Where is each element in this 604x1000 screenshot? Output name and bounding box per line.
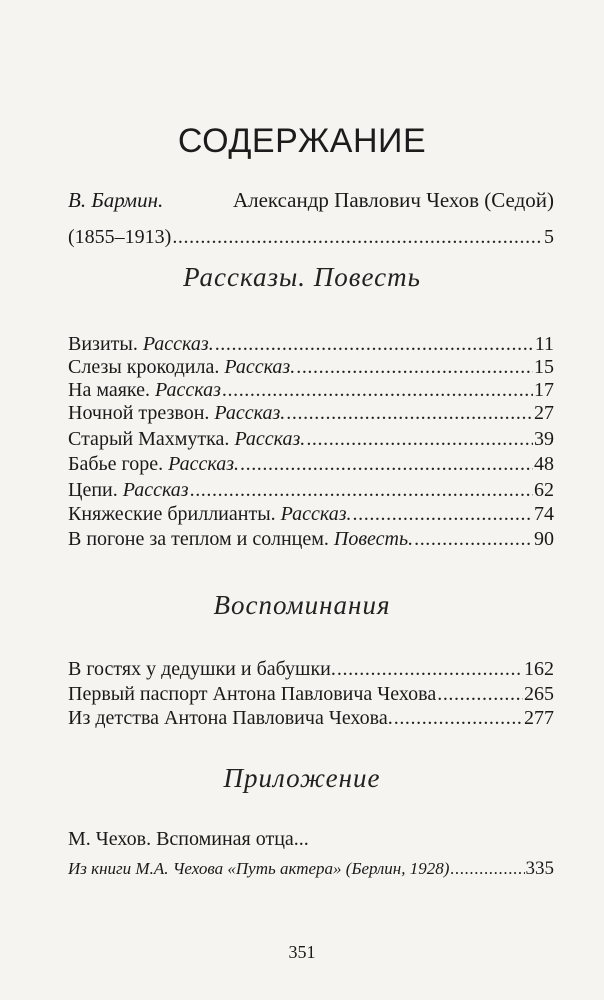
page-number: 62 <box>534 479 554 501</box>
leader-dots <box>337 658 523 681</box>
appendix-entry-title <box>68 828 554 851</box>
page-number: 265 <box>524 683 554 705</box>
intro-years: (1855–1913) <box>68 226 172 248</box>
page-number: 277 <box>524 707 554 729</box>
page-number: 335 <box>525 858 554 879</box>
page-number: 17 <box>534 379 554 401</box>
leader-dots <box>414 528 533 551</box>
entry-genre: Рассказ. <box>224 356 296 378</box>
leader-dots <box>286 402 533 425</box>
page-title: СОДЕРЖАНИЕ <box>177 122 427 160</box>
entry-title: М. Чехов. Вспоминая отца... <box>68 828 309 850</box>
entry-genre: Рассказ <box>122 479 189 501</box>
entry-genre: Повесть. <box>333 528 414 550</box>
entry-genre: Рассказ. <box>214 402 286 424</box>
intro-entry-line2 <box>68 226 554 249</box>
entry-genre: Рассказ. <box>142 333 214 355</box>
toc-row <box>68 428 554 451</box>
leader-dots <box>222 379 533 402</box>
toc-row <box>68 453 554 476</box>
page-number: 5 <box>544 226 554 248</box>
toc-row <box>68 528 554 551</box>
entry-genre: Рассказ. <box>280 503 352 525</box>
intro-entry-line1 <box>68 188 554 213</box>
toc-row <box>68 402 554 425</box>
page-number: 90 <box>534 528 554 550</box>
page-number: 48 <box>534 453 554 475</box>
intro-text: Александр Павлович Чехов (Седой) <box>232 188 554 212</box>
section-heading-appendix: Приложение <box>223 763 381 793</box>
toc-row <box>68 356 554 379</box>
leader-dots <box>172 226 543 249</box>
section-heading-memoirs: Воспоминания <box>213 590 391 620</box>
page-number: 162 <box>524 658 554 680</box>
entry-title: Старый Махмутка. <box>68 428 230 450</box>
entry-genre: Рассказ. <box>234 428 306 450</box>
leader-dots <box>353 503 533 526</box>
entry-title: Бабье горе. <box>68 453 164 475</box>
entry-genre: Рассказ <box>155 379 221 401</box>
entry-genre: Рассказ. <box>168 453 239 475</box>
leader-dots <box>450 859 524 879</box>
toc-row <box>68 858 554 880</box>
entry-title: Из детства Антона Павловича Чехова. <box>68 707 393 729</box>
entry-title: В погоне за теплом и солнцем. <box>68 528 329 550</box>
entry-title: Визиты. <box>68 333 138 355</box>
leader-dots <box>394 707 523 730</box>
toc-row <box>68 707 554 730</box>
page-number: 39 <box>534 428 554 450</box>
page-number: 74 <box>534 503 554 525</box>
folio-page-number: 351 <box>288 942 316 962</box>
toc-row <box>68 658 554 681</box>
toc-row <box>68 479 554 502</box>
intro-author: В. Бармин. <box>68 188 164 212</box>
entry-title: В гостях у дедушки и бабушки. <box>68 658 336 680</box>
entry-title: Ночной трезвон. <box>68 402 210 424</box>
entry-title: Княжеские бриллианты. <box>68 503 276 525</box>
leader-dots <box>437 683 523 706</box>
entry-title: Первый паспорт Антона Павловича Чехова <box>68 683 437 705</box>
entry-title: Слезы крокодила. <box>68 356 220 378</box>
entry-subtitle: Из книги М.А. Чехова «Путь актера» (Берлин, 1928) <box>68 859 450 878</box>
toc-row <box>68 683 554 706</box>
leader-dots <box>306 428 533 451</box>
section-heading-stories: Рассказы. Повесть <box>183 262 421 292</box>
toc-row <box>68 333 554 356</box>
page-number: 27 <box>534 402 554 424</box>
leader-dots <box>296 356 533 379</box>
entry-title: На маяке. <box>68 379 151 401</box>
toc-row <box>68 379 554 402</box>
page-number: 15 <box>534 356 554 378</box>
leader-dots <box>240 453 533 476</box>
page-number: 11 <box>534 333 554 355</box>
toc-row <box>68 503 554 526</box>
leader-dots <box>190 479 533 502</box>
entry-title: Цепи. <box>68 479 118 501</box>
leader-dots <box>215 333 534 356</box>
